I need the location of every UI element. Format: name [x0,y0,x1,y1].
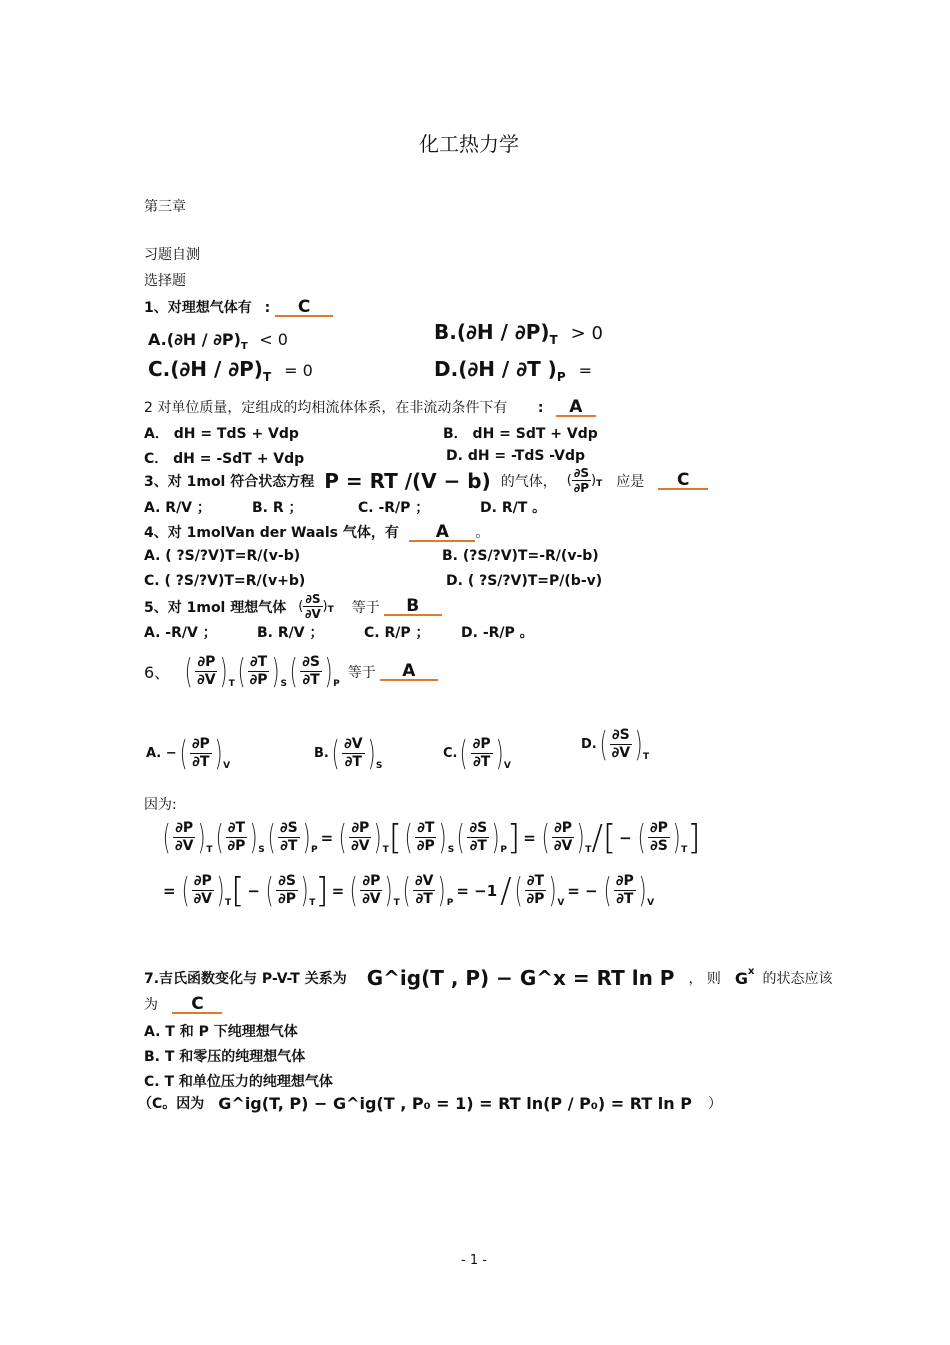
q5-option-c: C. R/P ； [364,625,430,641]
q7-option-a: A. T 和 P 下纯理想气体 [144,1024,298,1040]
q1-answer: C [275,299,333,317]
derivation-line-2: = ( $\frac{\partial P}{\partial V}$ ) T [ − ( $\frac{\partial S}{\partial P}$ ) T ] = ( $\frac{\partial P}{\partial V}$ ) T ( $\frac{\partial V}{\partial T}$ ) P = −1 / ( $\frac{\partial T}{\partial P}$ ) V = − ( $\frac{\partial P}{\partial T}$ ) V [163,870,655,911]
q7-reason-equation: G^ig(T, P) − G^ig(T , P₀ = 1) = RT ln(P / P₀) = RT ln P [218,1093,692,1113]
q4-option-c: C. ( ?S/?V)T=R/(v+b) [144,573,306,589]
derivation-line-1: ( $\frac{\partial P}{\partial V}$ ) T ( $\frac{\partial T}{\partial P}$ ) S ( $\frac{\partial S}{\partial T}$ ) P = ( $\frac{\partial P}{\partial V}$ ) T [ ( $\frac{\partial T}{\partial P}$ ) S ( $\frac{\partial S}{\partial T}$ ) P ] = ( $\frac{\partial P}{\partial V}$ ) T / [ − ( $\frac{\partial P}{\partial S}$ ) T ] [162,817,701,858]
q7-line2: 为 C [144,994,222,1014]
q5-option-b: B. R/V ； [257,625,324,641]
page-number: - 1 - [461,1253,487,1268]
q4-option-a: A. ( ?S/?V)T=R/(v-b) [144,548,301,564]
q2-option-b: B． dH = SdT + Vdp [443,426,598,442]
q1-option-a: $A.(\partial H / \partial P)_T < 0$ [148,330,288,353]
q3-option-a: A. R/V ； [144,500,211,516]
q1-option-c: $C.(\partial H / \partial P)_T = 0$ [148,357,313,384]
q2-option-d: D. dH = -TdS -Vdp [446,448,585,464]
q5-answer: B [384,598,442,616]
q2-option-a: A． dH = TdS + Vdp [144,426,299,442]
q2-answer: A [556,399,596,417]
q4-text: 4、对 1molVan der Waals 气体，有 A 。 [144,522,490,542]
q7-text: 7.吉氏函数变化与 P-V-T 关系为 G^ig(T , P) − G^x = RT ln P ， 则 G $^x$ 的状态应该 [144,966,833,990]
q6-option-d: D. ( $\frac{\partial S}{\partial V}$ ) T [581,724,650,765]
page-title: 化工热力学 [419,132,519,156]
q1-option-d: D.(∂H / ∂T )$_P$ = [434,357,592,384]
q4-option-b: B. (?S/?V)T=-R/(v-b) [442,548,599,564]
q6-option-b: B. ( $\frac{\partial V}{\partial T}$ ) S [314,733,383,774]
q2-option-c: C． dH = -SdT + Vdp [144,451,305,467]
q7-answer: C [172,996,222,1014]
q6-expression: 6、 ( $\frac{\partial P}{\partial V}$ ) T ( $\frac{\partial T}{\partial P}$ ) S ( $\frac{\partial S}{\partial T}$ ) P 等于 A [144,654,438,689]
q3-equation: P = RT /(V − b) [324,468,491,493]
q1-option-b: $B.(\partial H / \partial P)_T > 0$ [434,320,603,347]
subsection-heading: 选择题 [144,273,186,289]
q3-option-b: B. R ； [252,500,303,516]
q6-option-a: A. − ( $\frac{\partial P}{\partial T}$ ) V [146,733,231,774]
q3-option-c: C. -R/P ； [358,500,430,516]
q3-option-d: D. R/T 。 [480,500,547,516]
chapter-heading: 第三章 [144,199,186,215]
q3-text: 3、对 1mol 符合状态方程 P = RT /(V − b) 的气体， ( $\frac{\partial S}{\partial P}$ ) T 应是 C [144,466,708,495]
q7-reason: （C。因为 G^ig(T, P) − G^ig(T , P₀ = 1) = RT ln(P / P₀) = RT ln P ） [138,1093,722,1113]
section-heading: 习题自测 [144,247,200,263]
q1-text: 1、对理想气体有 : C [144,297,333,317]
q5-option-d: D. -R/P 。 [461,625,534,641]
q6-answer: A [380,663,438,681]
q2-text: 2 对单位质量，定组成的均相流体体系，在非流动条件下有 : A [144,397,596,417]
q6-option-c: C. ( $\frac{\partial P}{\partial T}$ ) V [443,733,511,774]
q7-option-b: B. T 和零压的纯理想气体 [144,1049,306,1065]
q5-text: 5、对 1mol 理想气体 ( $\frac{\partial S}{\partial V}$ ) T 等于 B [144,592,442,621]
q3-answer: C [658,472,708,490]
q4-answer: A [409,524,475,542]
because-label: 因为: [144,797,177,813]
q7-option-c: C. T 和单位压力的纯理想气体 [144,1074,333,1090]
q7-equation: G^ig(T , P) − G^x = RT ln P [366,966,675,990]
q4-option-d: D. ( ?S/?V)T=P/(b-v) [446,573,603,589]
q5-option-a: A. -R/V ； [144,625,217,641]
